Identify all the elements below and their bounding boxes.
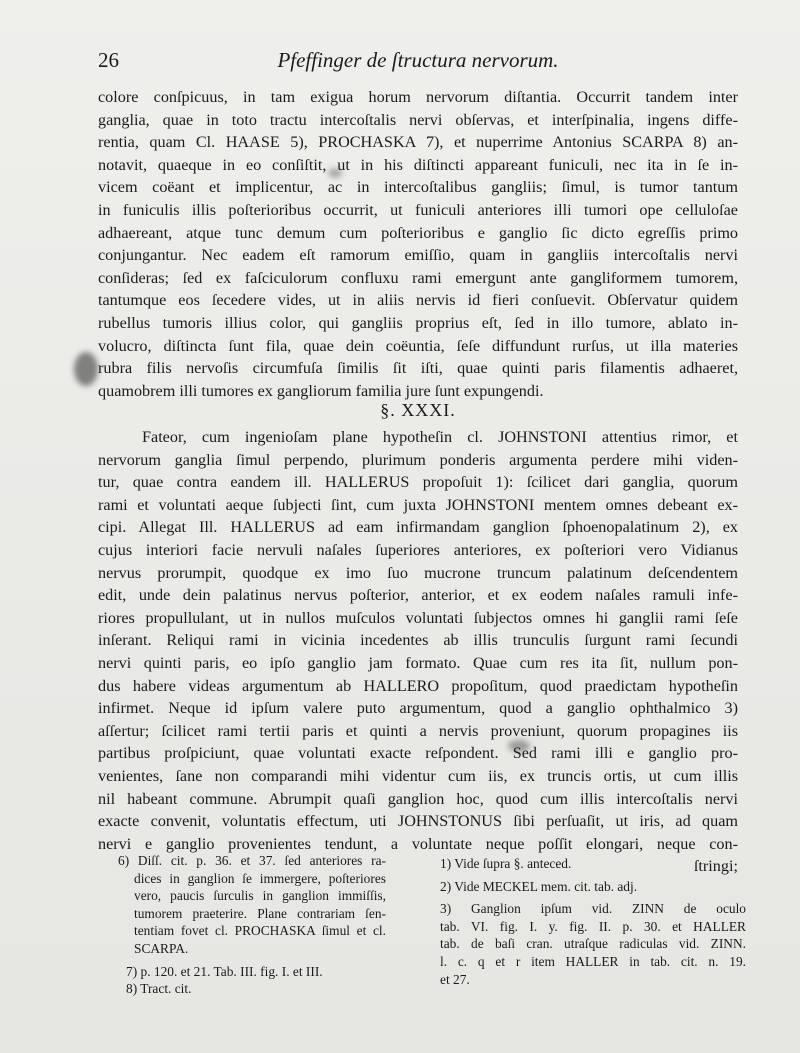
section-heading: §. XXXI. [380,400,456,420]
text-line: Fateor, cum ingenioſam plane hypotheſin cl. JOHNSTONI attentius rimor, et [142,428,738,446]
footnote-line: tentiam fovet cl. PROCHASKA ſimul et cl. [134,923,386,939]
text-line: infirmet. Neque id ipſum valere puto argumentum, quod a ganglio ophthalmico 3) [98,699,738,718]
ink-smudge [508,740,530,752]
text-line: quamobrem illi tumores ex gangliorum familia jure ſunt expungendi. [98,381,544,400]
text-line: notavit, quaeque in eo conſiſtit, ut in his diſtincti appareant funiculi, nec ita in ſe in- [98,155,738,174]
page-header [98,48,738,76]
footnote-line: 1) Vide ſupra §. anteced. [440,856,572,871]
footnote-line: l. c. q et r item HALLER in tab. cit. n. 19. [440,953,746,969]
footnote-line: dices in ganglion ſe immergere, poſteriores [134,870,386,886]
text-line: riores propullulant, ut in nullos muſculos voluntati ſubjectos omnes hi ganglii rami ſeſe [98,608,738,627]
text-line: volucro, diſtincta ſunt fila, quae dein coëuntia, ſeſe diffundunt rurſus, ut illa materies [98,336,738,355]
text-line: nervi e ganglio provenientes tendunt, a voluntate neque poſſit elongari, neque con- [98,834,738,853]
text-line: dus habere videas argumentum ab HALLERO propoſitum, quod praedictam hypotheſin [98,676,738,695]
text-line: rubellus tumoris illius color, qui gangliis proprius eſt, ſed in illo tumore, ablato in- [98,313,738,332]
footnote-line: 7) p. 120. et 21. Tab. III. fig. I. et III. [126,963,323,979]
text-line: aſſertur; ſcilicet rami tertii paris et quinti a nervis proveniunt, quorum propagines iis [98,721,738,740]
text-line: conjungantur. Nec eadem eſt ramorum emiſſio, quam in gangliis intercoſtalis nervi [98,246,738,265]
text-line: rami et voluntati aeque ſubjecti ſint, cum juxta JOHNSTONI mentem omnes debeant ex- [98,495,738,514]
text-line: nil habeant commune. Abrumpit quaſi ganglion hoc, quod cum illis intercoſtalis nervi [98,789,738,808]
text-line: inſerant. Reliqui rami in vicinia incedentes ab illis trunculis ſurgunt rami ſecundi [98,631,738,650]
footnote-line: vero, paucis ſurculis in ganglion immiſſis, [134,888,386,904]
text-line: nervi quinti paris, eo ipſo ganglio jam formato. Quae cum res ita ſit, nullum pon- [98,653,738,672]
text-line: nervus prorumpit, quodque ex imo ſuo mucrone truncum palatinum deſcendentem [98,563,738,582]
text-line: in funiculis illis poſterioribus occurrit, ut funiculi anteriores illi tumori ope celluloſae [98,200,738,219]
text-line: nervorum ganglia ſimul perpendo, plurimum ponderis argumenta perdere mihi viden- [98,450,738,469]
footnotes-left [118,852,386,998]
footnote-line: 8) Tract. cit. [126,981,192,997]
footnote-line: 3) Ganglion ipſum vid. ZINN de oculo [440,901,746,917]
footnotes-right [440,855,746,988]
paragraph-2 [98,426,738,878]
text-line: cujus interiori facie nervuli naſales ſuperiores anteriores, ex poſteriori vero Vidianus [98,540,738,559]
footnote-line: 2) Vide MECKEL mem. cit. tab. adj. [440,878,638,894]
page-number: 26 [98,48,119,72]
footnote-line: 6) Diſſ. cit. p. 36. et 37. ſed anteriores ra- [118,853,386,868]
paragraph-1 [98,86,738,402]
text-line: ganglia, quae in toto tractu intercoſtalis nervi obſervas, et interſpinalia, ingens diffe- [98,110,738,129]
ink-smudge [328,168,342,178]
text-line: venientes, ſane non comparandi mihi videntur cum iis, ex truncis ortis, ut cum illis [98,766,738,785]
text-line: colore conſpicuus, in tam exigua horum nervorum diſtantia. Occurrit tandem inter [98,88,738,106]
text-line: edit, unde dein palatinus nervus poſterior, anterior, et ex eodem naſales ramuli infe- [98,586,738,605]
running-title: Pfeffinger de ſtructura nervorum. [277,48,559,72]
text-line: exacte convenit, voluntatis effectum, uti JOHNSTONUS ſibi perſuaſit, ut iris, ad quam [98,812,738,831]
text-line: rentia, quam Cl. HAASE 5), PROCHASKA 7), et nuperrime Antonius SCARPA 8) an- [98,133,738,152]
text-line: tur, quae contra eandem ill. HALLERUS propoſuit 1): ſcilicet dari ganglia, quorum [98,473,738,492]
text-line: tantumque eos ſecedere vides, ut in aliis nervis id fieri conſuevit. Obſervatur quidem [98,291,738,310]
footnote-line: tab. de baſi cran. utraſque radiculas vid. ZINN. [440,936,746,952]
footnote-line: tumorem praeterire. Plane contrariam ſen- [134,905,386,921]
text-line: rubra filis nervoſis circumfuſa ſimilis ſit iſti, quae quinti paris filamentis adhaeret, [98,359,738,378]
text-line: partibus proſpiciunt, quae voluntati exacte reſpondent. Sed rami illi e ganglio pro- [98,744,738,763]
footnote-line: et 27. [440,971,470,987]
text-line-tail: ſtringi; [693,857,738,876]
text-line: cipi. Allegat Ill. HALLERUS ad eam infirmandam ganglion ſphoenopalatinum 2), ex [98,518,738,537]
text-line: adhaereant, atque tunc demum cum poſterioribus e ganglio ſic dicto egreſſis primo [98,223,738,242]
footnote-line: tab. VI. fig. I. y. fig. II. p. 30. et HALLER [440,918,746,934]
text-line: vicem coëant et implicentur, ac in intercoſtalibus gangliis; ſimul, is tumor tantum [98,178,738,197]
ink-smudge [74,352,98,386]
footnote-line: SCARPA. [134,940,189,956]
text-line: conſideras; ſed ex faſciculorum confluxu rami emergunt ante gangliformem tumorem, [98,268,738,287]
